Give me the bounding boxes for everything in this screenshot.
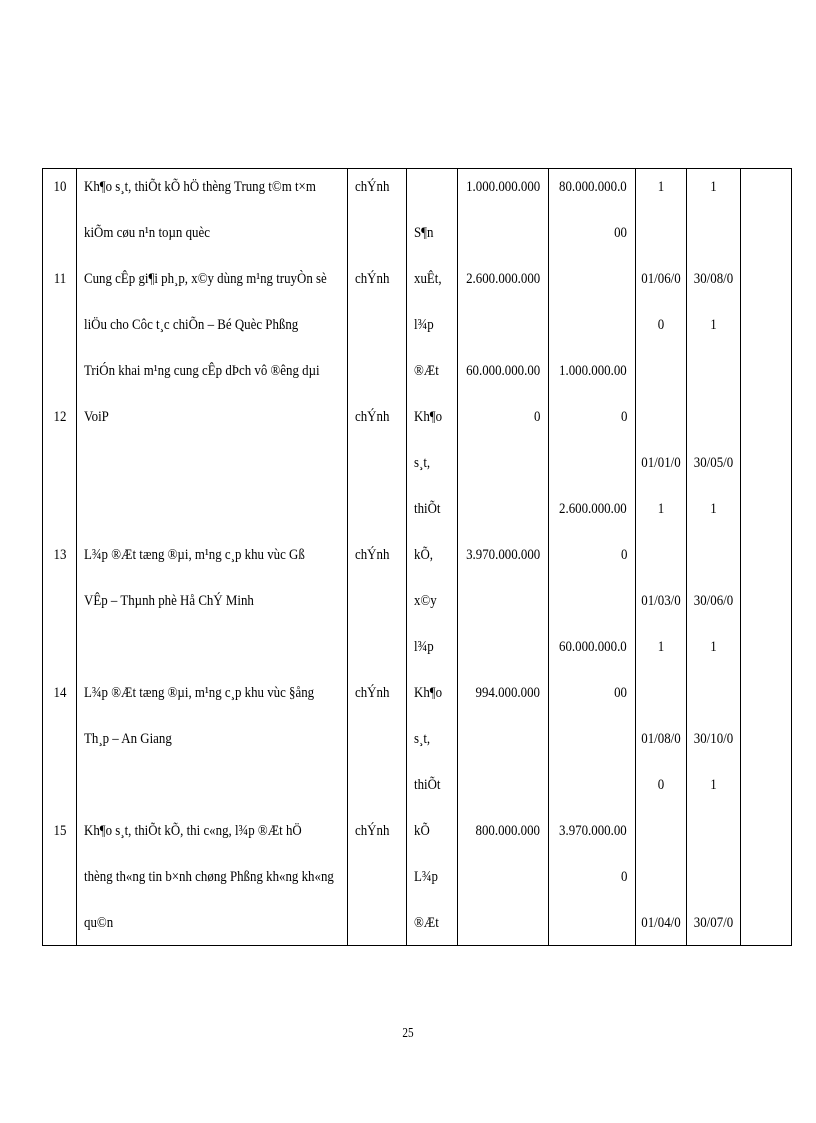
value-cell: 800.000.000	[475, 823, 540, 839]
task-text: kiÕm cøu n¹n toµn quèc	[84, 225, 210, 241]
task-text: Cung cÊp gi¶i ph¸p, x©y dùng m¹ng truyÒn sè	[84, 271, 327, 287]
end-date: 1	[710, 639, 717, 655]
row-number: 15	[53, 823, 67, 839]
work-type-word: l¾p	[414, 639, 434, 655]
start-date: 1	[657, 179, 665, 195]
task-text: thèng th«ng tin b×nh chøng Phßng kh«ng kh«ng	[84, 869, 334, 885]
end-date: 30/07/0	[693, 915, 734, 931]
work-type-word: S¶n	[414, 225, 434, 241]
start-date: 01/08/0	[641, 731, 681, 747]
work-type-word: kÕ,	[414, 547, 434, 563]
value-cell: 2.600.000.00	[559, 501, 627, 517]
value-cell: 3.970.000.000	[465, 547, 540, 563]
role-text: chÝnh	[355, 179, 390, 195]
column-divider	[686, 169, 687, 945]
end-date: 30/05/0	[693, 455, 734, 471]
column-divider	[635, 169, 636, 945]
row-number: 10	[53, 179, 67, 195]
row-number: 11	[53, 271, 67, 287]
work-type-word: kÕ	[414, 823, 430, 839]
value-cell: 994.000.000	[475, 685, 540, 701]
work-type-word: L¾p	[414, 869, 439, 885]
start-date: 01/01/0	[641, 455, 681, 471]
end-date: 30/10/0	[693, 731, 734, 747]
value-cell: 0	[533, 409, 540, 425]
task-text: qu©n	[84, 915, 114, 931]
end-date: 30/06/0	[693, 593, 734, 609]
row-number: 13	[53, 547, 67, 563]
work-type-word: ®Æt	[414, 915, 439, 931]
value-cell: 3.970.000.00	[559, 823, 627, 839]
task-text: Kh¶o s¸t, thiÕt kÕ, thi c«ng, l¾p ®Æt hÖ	[84, 823, 302, 839]
end-date: 1	[710, 317, 717, 333]
value-cell: 80.000.000.0	[559, 179, 627, 195]
work-type-word: thiÕt	[414, 777, 441, 793]
value-cell: 1.000.000.00	[559, 363, 627, 379]
task-text: VÊp – Thµnh phè Hå ChÝ Minh	[84, 593, 254, 609]
role-text: chÝnh	[355, 685, 390, 701]
page-number: 25	[402, 1026, 414, 1041]
work-type-word: x©y	[414, 593, 437, 609]
value-cell: 1.000.000.000	[465, 179, 540, 195]
value-cell: 2.600.000.000	[465, 271, 540, 287]
work-type-word: xuÊt,	[414, 271, 442, 287]
task-text: liÖu cho Côc t¸c chiÕn – Bé Quèc Phßng	[84, 317, 299, 333]
column-divider	[740, 169, 741, 945]
role-text: chÝnh	[355, 547, 390, 563]
column-divider	[76, 169, 77, 945]
task-text: L¾p ®Æt tæng ®µi, m¹ng c¸p khu vùc Gß	[84, 547, 305, 563]
start-date: 01/06/0	[641, 271, 681, 287]
task-text: VoiP	[84, 409, 109, 425]
start-date: 1	[657, 639, 665, 655]
work-type-word: s¸t,	[414, 455, 431, 471]
end-date: 30/08/0	[693, 271, 734, 287]
row-number: 12	[53, 409, 67, 425]
start-date: 01/04/0	[641, 915, 681, 931]
end-date: 1	[710, 777, 717, 793]
end-date: 1	[710, 179, 717, 195]
value-cell: 00	[614, 225, 627, 241]
role-text: chÝnh	[355, 823, 390, 839]
row-number: 14	[53, 685, 67, 701]
role-text: chÝnh	[355, 409, 390, 425]
column-divider	[347, 169, 348, 945]
work-type-word: Kh¶o	[414, 685, 443, 701]
task-text: Kh¶o s¸t, thiÕt kÕ hÖ thèng Trung t©m t×m	[84, 179, 316, 195]
work-type-word: s¸t,	[414, 731, 431, 747]
start-date: 1	[657, 501, 665, 517]
start-date: 01/03/0	[641, 593, 681, 609]
work-type-word: ®Æt	[414, 363, 439, 379]
work-type-word: thiÕt	[414, 501, 441, 517]
value-cell: 60.000.000.0	[559, 639, 627, 655]
role-text: chÝnh	[355, 271, 390, 287]
work-type-word: Kh¶o	[414, 409, 443, 425]
value-cell: 0	[620, 869, 627, 885]
value-cell: 0	[620, 409, 627, 425]
work-type-word: l¾p	[414, 317, 434, 333]
task-text: TriÓn khai m¹ng cung cÊp dÞch vô ®êng dµi	[84, 363, 320, 379]
task-text: L¾p ®Æt tæng ®µi, m¹ng c¸p khu vùc §ång	[84, 685, 315, 701]
value-cell: 60.000.000.00	[465, 363, 540, 379]
start-date: 0	[657, 777, 665, 793]
task-text: Th¸p – An Giang	[84, 731, 172, 747]
column-divider	[548, 169, 549, 945]
value-cell: 00	[614, 685, 627, 701]
start-date: 0	[657, 317, 665, 333]
project-table	[42, 168, 792, 946]
value-cell: 0	[620, 547, 627, 563]
column-divider	[406, 169, 407, 945]
column-divider	[457, 169, 458, 945]
end-date: 1	[710, 501, 717, 517]
